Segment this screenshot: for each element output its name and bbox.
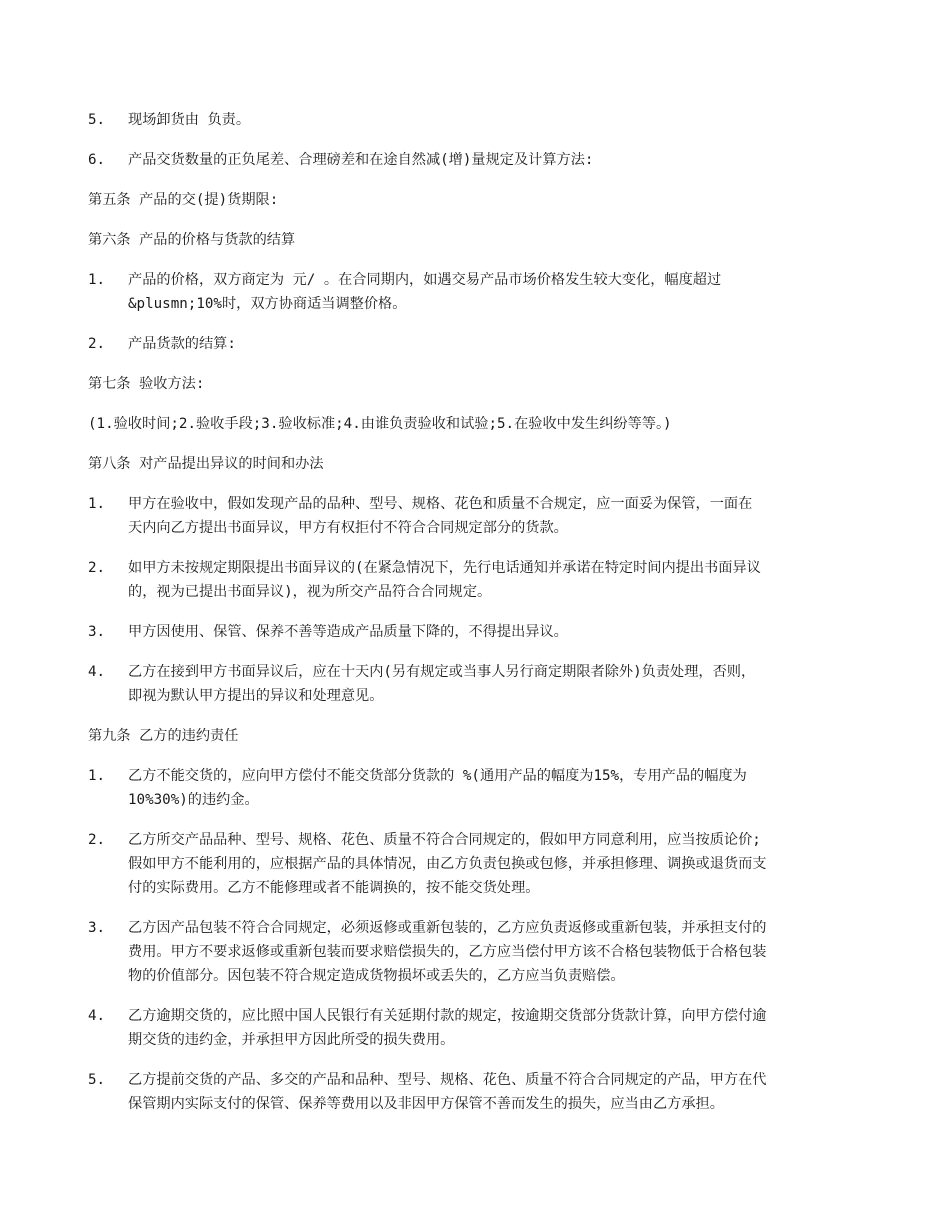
item-text: 产品的价格，双方商定为 元/ 。在合同期内，如遇交易产品市场价格发生较大变化，幅度超过 &plusmn;10%时，双方协商适当调整价格。 (128, 272, 722, 312)
section-heading-article-8: 第八条 对产品提出异议的时间和办法 (88, 456, 324, 472)
list-item (88, 492, 862, 540)
item-text: 乙方因产品包装不符合合同规定，必须返修或重新包装的，乙方应负责返修或重新包装，并承担支付的 费用。甲方不要求返修或重新包装而要求赔偿损失的，乙方应当偿付甲方该不合格包装物低于合格包装 物的价值部分。因包装不符合规定造成货物损坏或丢失的，乙方应当负责赔偿。 (128, 920, 767, 984)
list-item (88, 1068, 862, 1116)
acceptance-method-note: (1.验收时间;2.验收手段;3.验收标准;4.由谁负责验收和试验;5.在验收中发生纠纷等等。) (88, 416, 672, 432)
list-item (88, 556, 862, 604)
item-number: 1. (88, 496, 106, 512)
list-item (88, 660, 862, 708)
item-number: 5. (88, 1072, 106, 1088)
item-number: 4. (88, 1008, 106, 1024)
item-number: 3. (88, 920, 106, 936)
item-number: 2. (88, 336, 106, 352)
item-text: 乙方不能交货的，应向甲方偿付不能交货部分货款的 %(通用产品的幅度为15%，专用产品的幅度为 10%30%)的违约金。 (128, 768, 747, 808)
section-heading-article-9: 第九条 乙方的违约责任 (88, 728, 239, 744)
list-item (88, 620, 862, 644)
item-text: 产品交货数量的正负尾差、合理磅差和在途自然减(增)量规定及计算方法: (128, 152, 594, 168)
item-text: 乙方提前交货的产品、多交的产品和品种、型号、规格、花色、质量不符合合同规定的产品，甲方在代 保管期内实际支付的保管、保养等费用以及非因甲方保管不善而发生的损失，应当由乙方承担。 (128, 1072, 767, 1112)
item-number: 2. (88, 832, 106, 848)
list-item (88, 148, 862, 172)
section-heading-article-6: 第六条 产品的价格与货款的结算 (88, 232, 296, 248)
item-text: 如甲方未按规定期限提出书面异议的(在紧急情况下，先行电话通知并承诺在特定时间内提出书面异议 的，视为已提出书面异议)，视为所交产品符合合同规定。 (128, 560, 761, 600)
item-number: 1. (88, 272, 106, 288)
list-item (88, 916, 862, 988)
item-number: 1. (88, 768, 106, 784)
item-text: 甲方因使用、保管、保养不善等造成产品质量下降的，不得提出异议。 (128, 624, 568, 640)
list-item (88, 1004, 862, 1052)
item-number: 5. (88, 112, 106, 128)
list-item (88, 268, 862, 316)
list-item (88, 828, 862, 900)
list-item (88, 332, 862, 356)
item-number: 3. (88, 624, 106, 640)
item-text: 现场卸货由 负责。 (128, 112, 251, 128)
list-item (88, 108, 862, 132)
item-number: 6. (88, 152, 106, 168)
item-text: 产品货款的结算: (128, 336, 236, 352)
item-text: 乙方逾期交货的，应比照中国人民银行有关延期付款的规定，按逾期交货部分货款计算，向甲方偿付逾 期交货的违约金，并承担甲方因此所受的损失费用。 (128, 1008, 767, 1048)
list-item (88, 764, 862, 812)
item-text: 乙方在接到甲方书面异议后，应在十天内(另有规定或当事人另行商定期限者除外)负责处理，否则， 即视为默认甲方提出的异议和处理意见。 (128, 664, 756, 704)
item-number: 4. (88, 664, 106, 680)
item-number: 2. (88, 560, 106, 576)
section-heading-article-5: 第五条 产品的交(提)货期限: (88, 192, 279, 208)
item-text: 甲方在验收中，假如发现产品的品种、型号、规格、花色和质量不合规定，应一面妥为保管，一面在 天内向乙方提出书面异议，甲方有权拒付不符合合同规定部分的货款。 (128, 496, 753, 536)
item-text: 乙方所交产品品种、型号、规格、花色、质量不符合合同规定的，假如甲方同意利用，应当按质论价; 假如甲方不能利用的，应根据产品的具体情况，由乙方负责包换或包修，并承担修理、调换或退货而支 付的实际费用。乙方不能修理或者不能调换的，按不能交货处理。 (128, 832, 767, 896)
section-heading-article-7: 第七条 验收方法: (88, 376, 205, 392)
